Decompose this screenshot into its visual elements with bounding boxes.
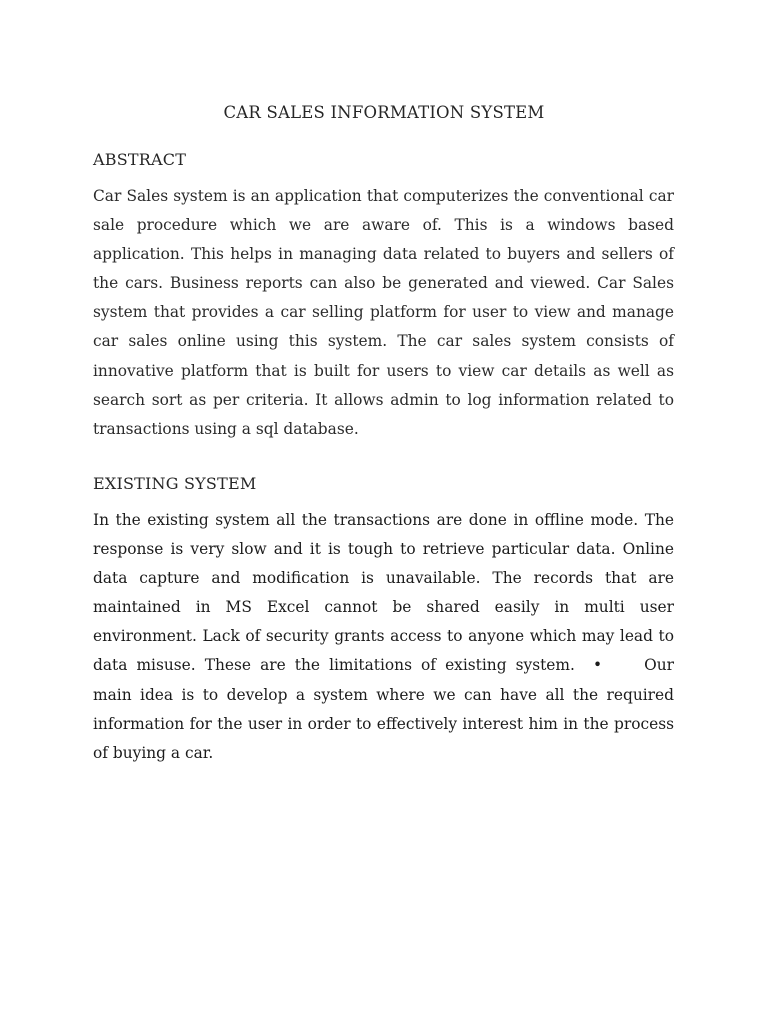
existing-system-text-part1: In the existing system all the transactions are done in offline mode. The response is very slow and it is tough to retrieve particular data. Online data capture and modification is unavailable. The records that are maintained in MS Excel cannot be shared easily in multi user environment. Lack of security grants access to anyone which may lead to data misuse. These are the limitations of existing system. [93, 511, 674, 675]
section-heading-abstract: ABSTRACT [93, 150, 187, 169]
abstract-paragraph: Car Sales system is an application that computerizes the conventional car sale procedure which we are aware of. This is a windows based application. This helps in managing data related to buyers and sellers of the cars. Business reports can also be generated and viewed. Car Sales system that provides a car selling platform for user to view and manage car sales online using this system. The car sales system consists of innovative platform that is built for users to view car details as well as search sort as per criteria. It allows admin to log information related to transactions using a sql database. [93, 187, 674, 438]
bullet-marker: • [593, 656, 603, 675]
existing-system-text-part2: Our main idea is to develop a system where we can have all the required information for the user in order to effectively interest him in the process of buying a car. [93, 656, 674, 762]
section-heading-existing-system: EXISTING SYSTEM [93, 474, 257, 493]
existing-system-paragraph [93, 506, 674, 768]
document-title: CAR SALES INFORMATION SYSTEM [223, 103, 545, 122]
